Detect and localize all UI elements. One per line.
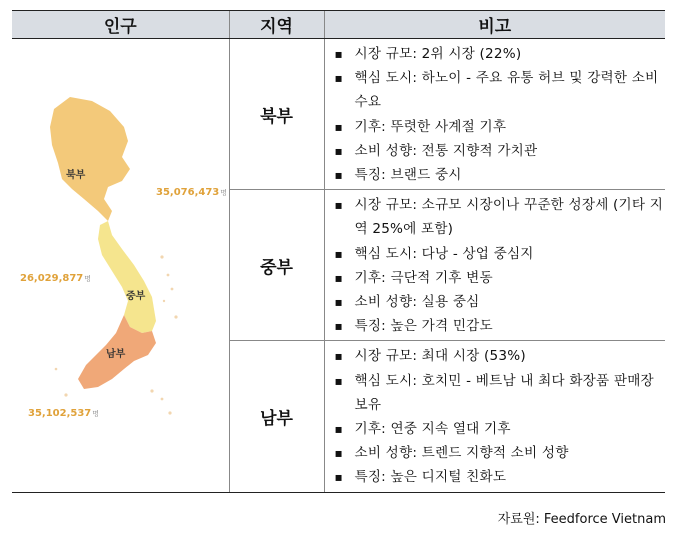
source-note: 자료원: Feedforce Vietnam bbox=[497, 512, 666, 527]
list-item: ▪ 소비 성향: 전통 지향적 가치관 bbox=[329, 139, 666, 163]
map-island-dot bbox=[55, 368, 58, 371]
list-item: ▪ 핵심 도시: 하노이 - 주요 유통 허브 및 강력한 소비 수요 bbox=[329, 66, 666, 114]
map-island-dot bbox=[174, 315, 177, 318]
region-south: 남부 bbox=[229, 341, 324, 492]
list-item: ▪ 소비 성향: 실용 중심 bbox=[329, 290, 666, 314]
list-item: ▪ 특징: 높은 디지털 친화도 bbox=[329, 465, 666, 489]
header-notes: 비고 bbox=[324, 11, 665, 39]
map-island-dot bbox=[163, 300, 165, 302]
map-region-central bbox=[98, 221, 156, 333]
list-item: ▪ 시장 규모: 최대 시장 (53%) bbox=[329, 344, 666, 368]
notes-north bbox=[324, 39, 665, 190]
list-item: ▪ 특징: 높은 가격 민감도 bbox=[329, 314, 666, 338]
map-label-central: 중부 bbox=[126, 291, 146, 302]
list-item: ▪ 핵심 도시: 호치민 - 베트남 내 최다 화장품 판매장 보유 bbox=[329, 369, 666, 417]
map-island-dot bbox=[160, 255, 163, 258]
list-item: ▪ 기후: 극단적 기후 변동 bbox=[329, 266, 666, 290]
region-north: 북부 bbox=[229, 39, 324, 190]
population-north: 35,076,473명 bbox=[156, 187, 228, 198]
region-central: 중부 bbox=[229, 190, 324, 341]
list-item: ▪ 시장 규모: 2위 시장 (22%) bbox=[329, 42, 666, 66]
map-label-north: 북부 bbox=[66, 170, 86, 181]
vietnam-map bbox=[12, 39, 229, 489]
map-island-dot bbox=[171, 288, 174, 291]
list-item: ▪ 핵심 도시: 다낭 - 상업 중심지 bbox=[329, 242, 666, 266]
map-island-dot bbox=[167, 274, 170, 277]
vietnam-region-table bbox=[12, 10, 665, 493]
map-island-dot bbox=[150, 389, 153, 392]
map-region-north bbox=[50, 97, 130, 221]
map-island-dot bbox=[161, 398, 164, 401]
list-item: ▪ 시장 규모: 소규모 시장이나 꾸준한 성장세 (기타 지역 25%에 포함) bbox=[329, 193, 666, 241]
map-island-dot bbox=[64, 393, 67, 396]
population-central: 26,029,877명 bbox=[20, 273, 92, 284]
notes-central bbox=[324, 190, 665, 341]
list-item: ▪ 기후: 뚜렷한 사계절 기후 bbox=[329, 115, 666, 139]
map-label-south: 남부 bbox=[106, 349, 126, 360]
population-south: 35,102,537명 bbox=[28, 408, 100, 419]
list-item: ▪ 소비 성향: 트렌드 지향적 소비 성향 bbox=[329, 441, 666, 465]
notes-south bbox=[324, 341, 665, 492]
vietnam-map-cell bbox=[12, 39, 229, 493]
list-item: ▪ 특징: 브랜드 중시 bbox=[329, 163, 666, 187]
header-population: 인구 bbox=[12, 11, 229, 39]
header-region: 지역 bbox=[229, 11, 324, 39]
list-item: ▪ 기후: 연중 지속 열대 기후 bbox=[329, 417, 666, 441]
map-island-dot bbox=[168, 411, 171, 414]
